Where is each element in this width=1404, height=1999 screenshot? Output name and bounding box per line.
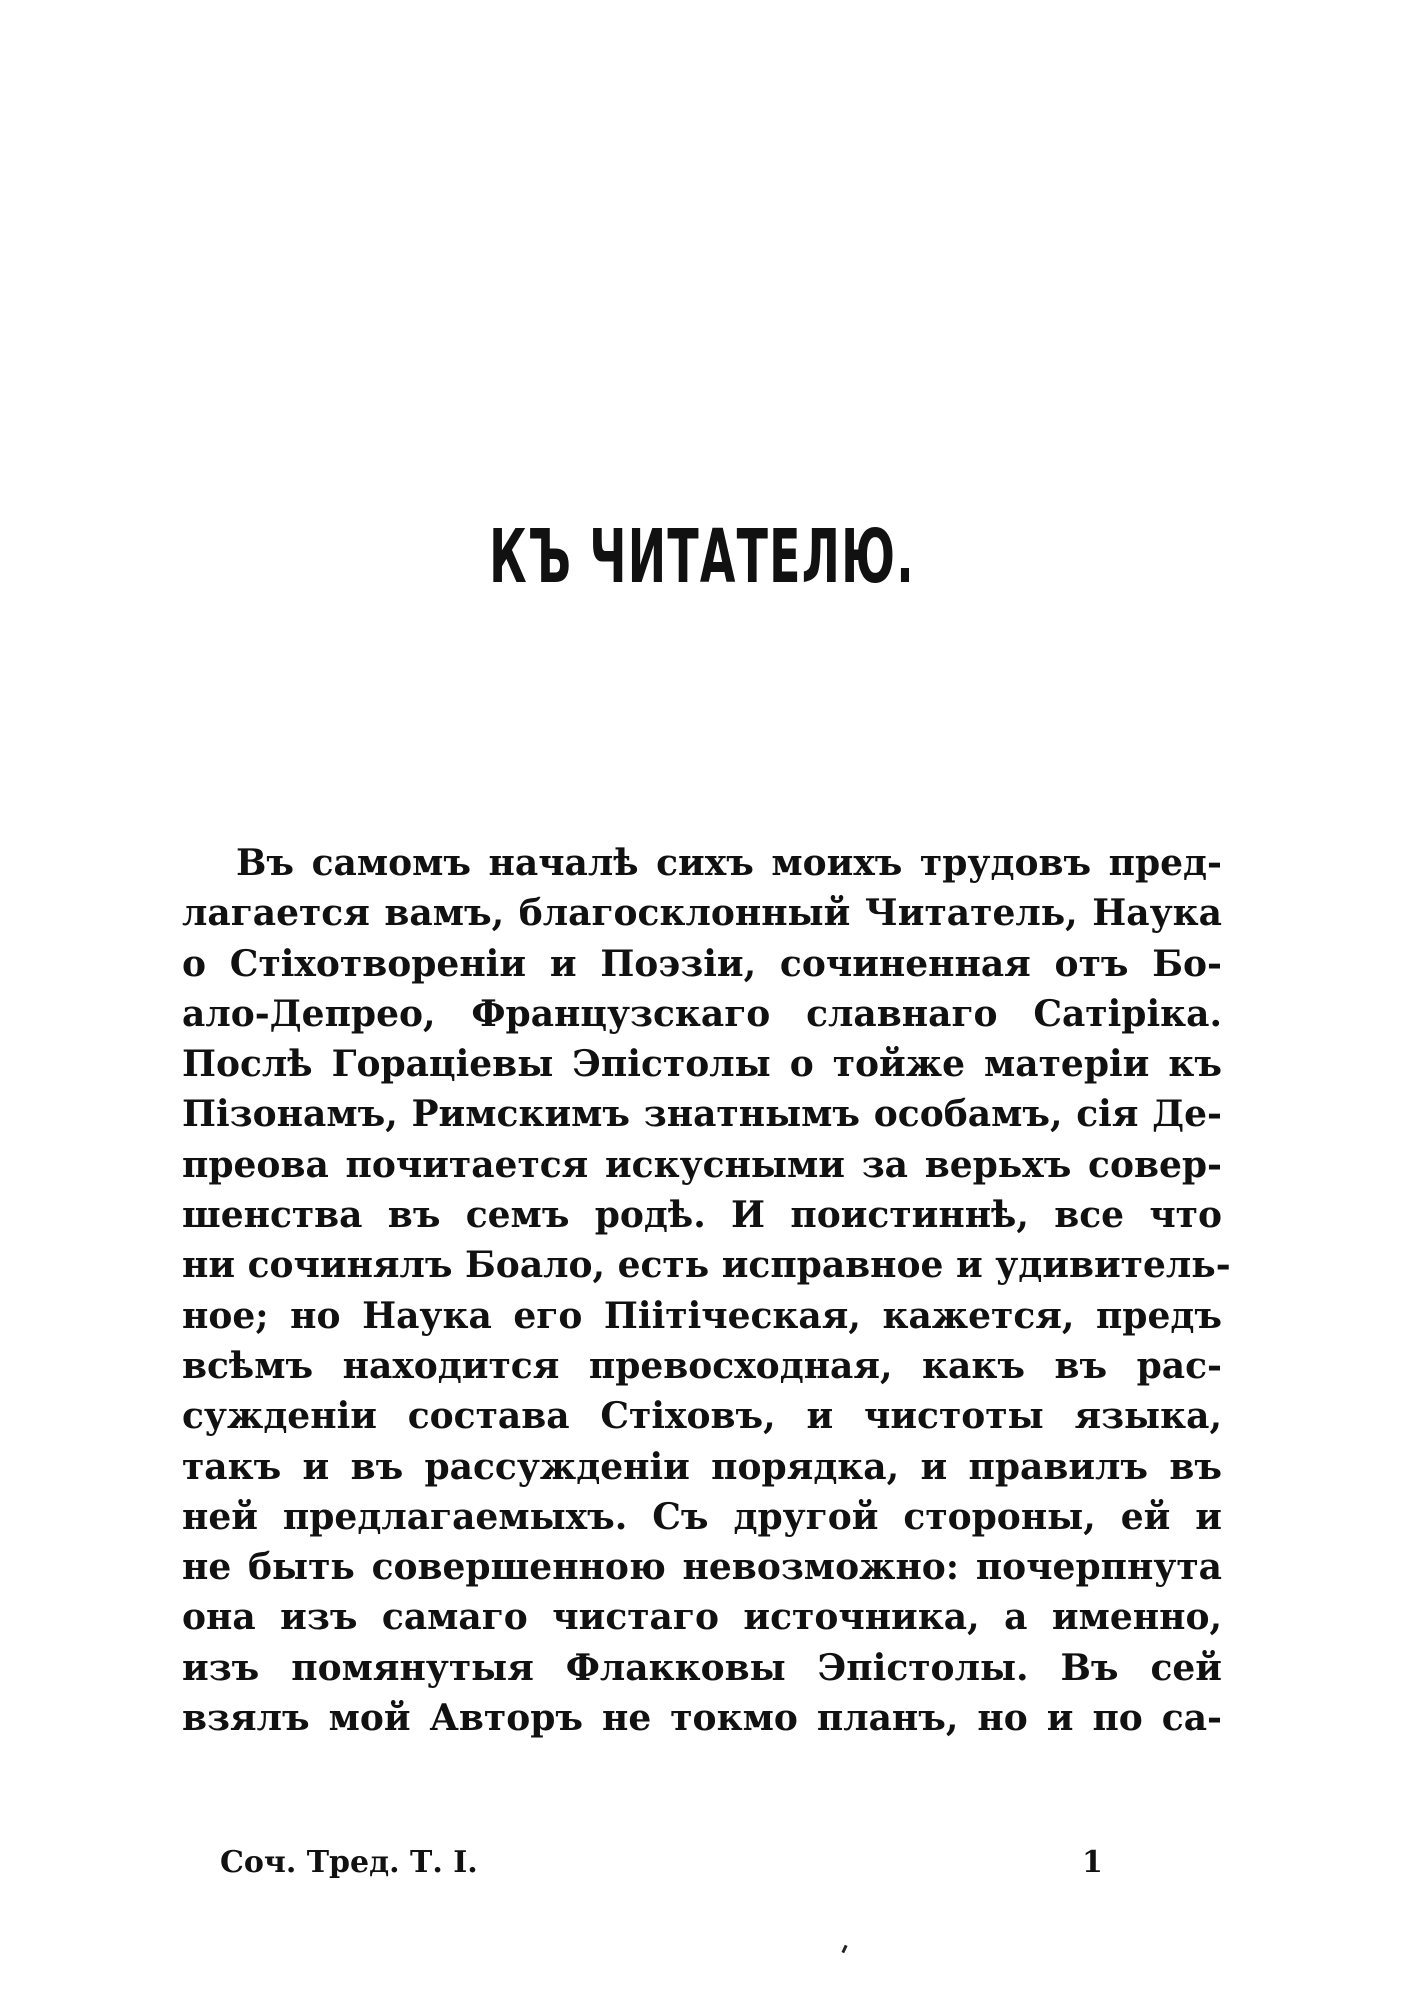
text-line: Въ самомъ началѣ сихъ моихъ трудовъ пред- bbox=[236, 842, 1222, 884]
text-line: взялъ мой Авторъ не токмо планъ, но и по са- bbox=[182, 1697, 1222, 1740]
text-line: преова почитается искусными за верьхъ совер- bbox=[182, 1143, 1222, 1186]
text-line: лагается вамъ, благосклонный Читатель, Наука bbox=[182, 892, 1222, 935]
text-line: такъ и въ рассужденіи порядка, и правилъ въ bbox=[182, 1445, 1222, 1488]
body-text bbox=[182, 838, 1231, 1743]
text-line: ни сочинялъ Боало, есть исправное и удивитель- bbox=[182, 1244, 1231, 1287]
text-line: шенства въ семъ родѣ. И поистиннѣ, все что bbox=[182, 1194, 1222, 1237]
text-line: ней предлагаемыхъ. Съ другой стороны, ей и bbox=[182, 1495, 1222, 1538]
text-line: сужденіи состава Стіховъ, и чистоты языка, bbox=[182, 1395, 1222, 1438]
print-speck bbox=[841, 1945, 847, 1954]
text-line: не быть совершенною невозможно: почерпнута bbox=[182, 1546, 1222, 1589]
text-line: Послѣ Гораціевы Эпістолы о тойже матеріи къ bbox=[182, 1043, 1222, 1086]
page-title: КЪ ЧИТАТЕЛЮ. bbox=[489, 514, 915, 600]
signature-mark: Соч. Тред. Т. I. bbox=[220, 1845, 478, 1880]
text-line: изъ помянутыя Флакковы Эпістолы. Въ сей bbox=[182, 1646, 1222, 1689]
text-line: ное; но Наука его Піітіческая, кажется, предъ bbox=[182, 1294, 1222, 1337]
text-line: всѣмъ находится превосходная, какъ въ рас- bbox=[182, 1344, 1222, 1387]
text-line: Пізонамъ, Римскимъ знатнымъ особамъ, сія Де- bbox=[182, 1093, 1222, 1136]
page-footer bbox=[220, 1845, 1103, 1885]
text-line: о Стіхотвореніи и Поэзіи, сочиненная отъ Бо- bbox=[182, 942, 1222, 985]
page-number: 1 bbox=[1082, 1845, 1103, 1880]
text-line: ало-Депреo, Французскаго славнаго Сатіріка. bbox=[182, 992, 1222, 1035]
text-line: она изъ самаго чистаго источника, а именно, bbox=[182, 1596, 1222, 1639]
